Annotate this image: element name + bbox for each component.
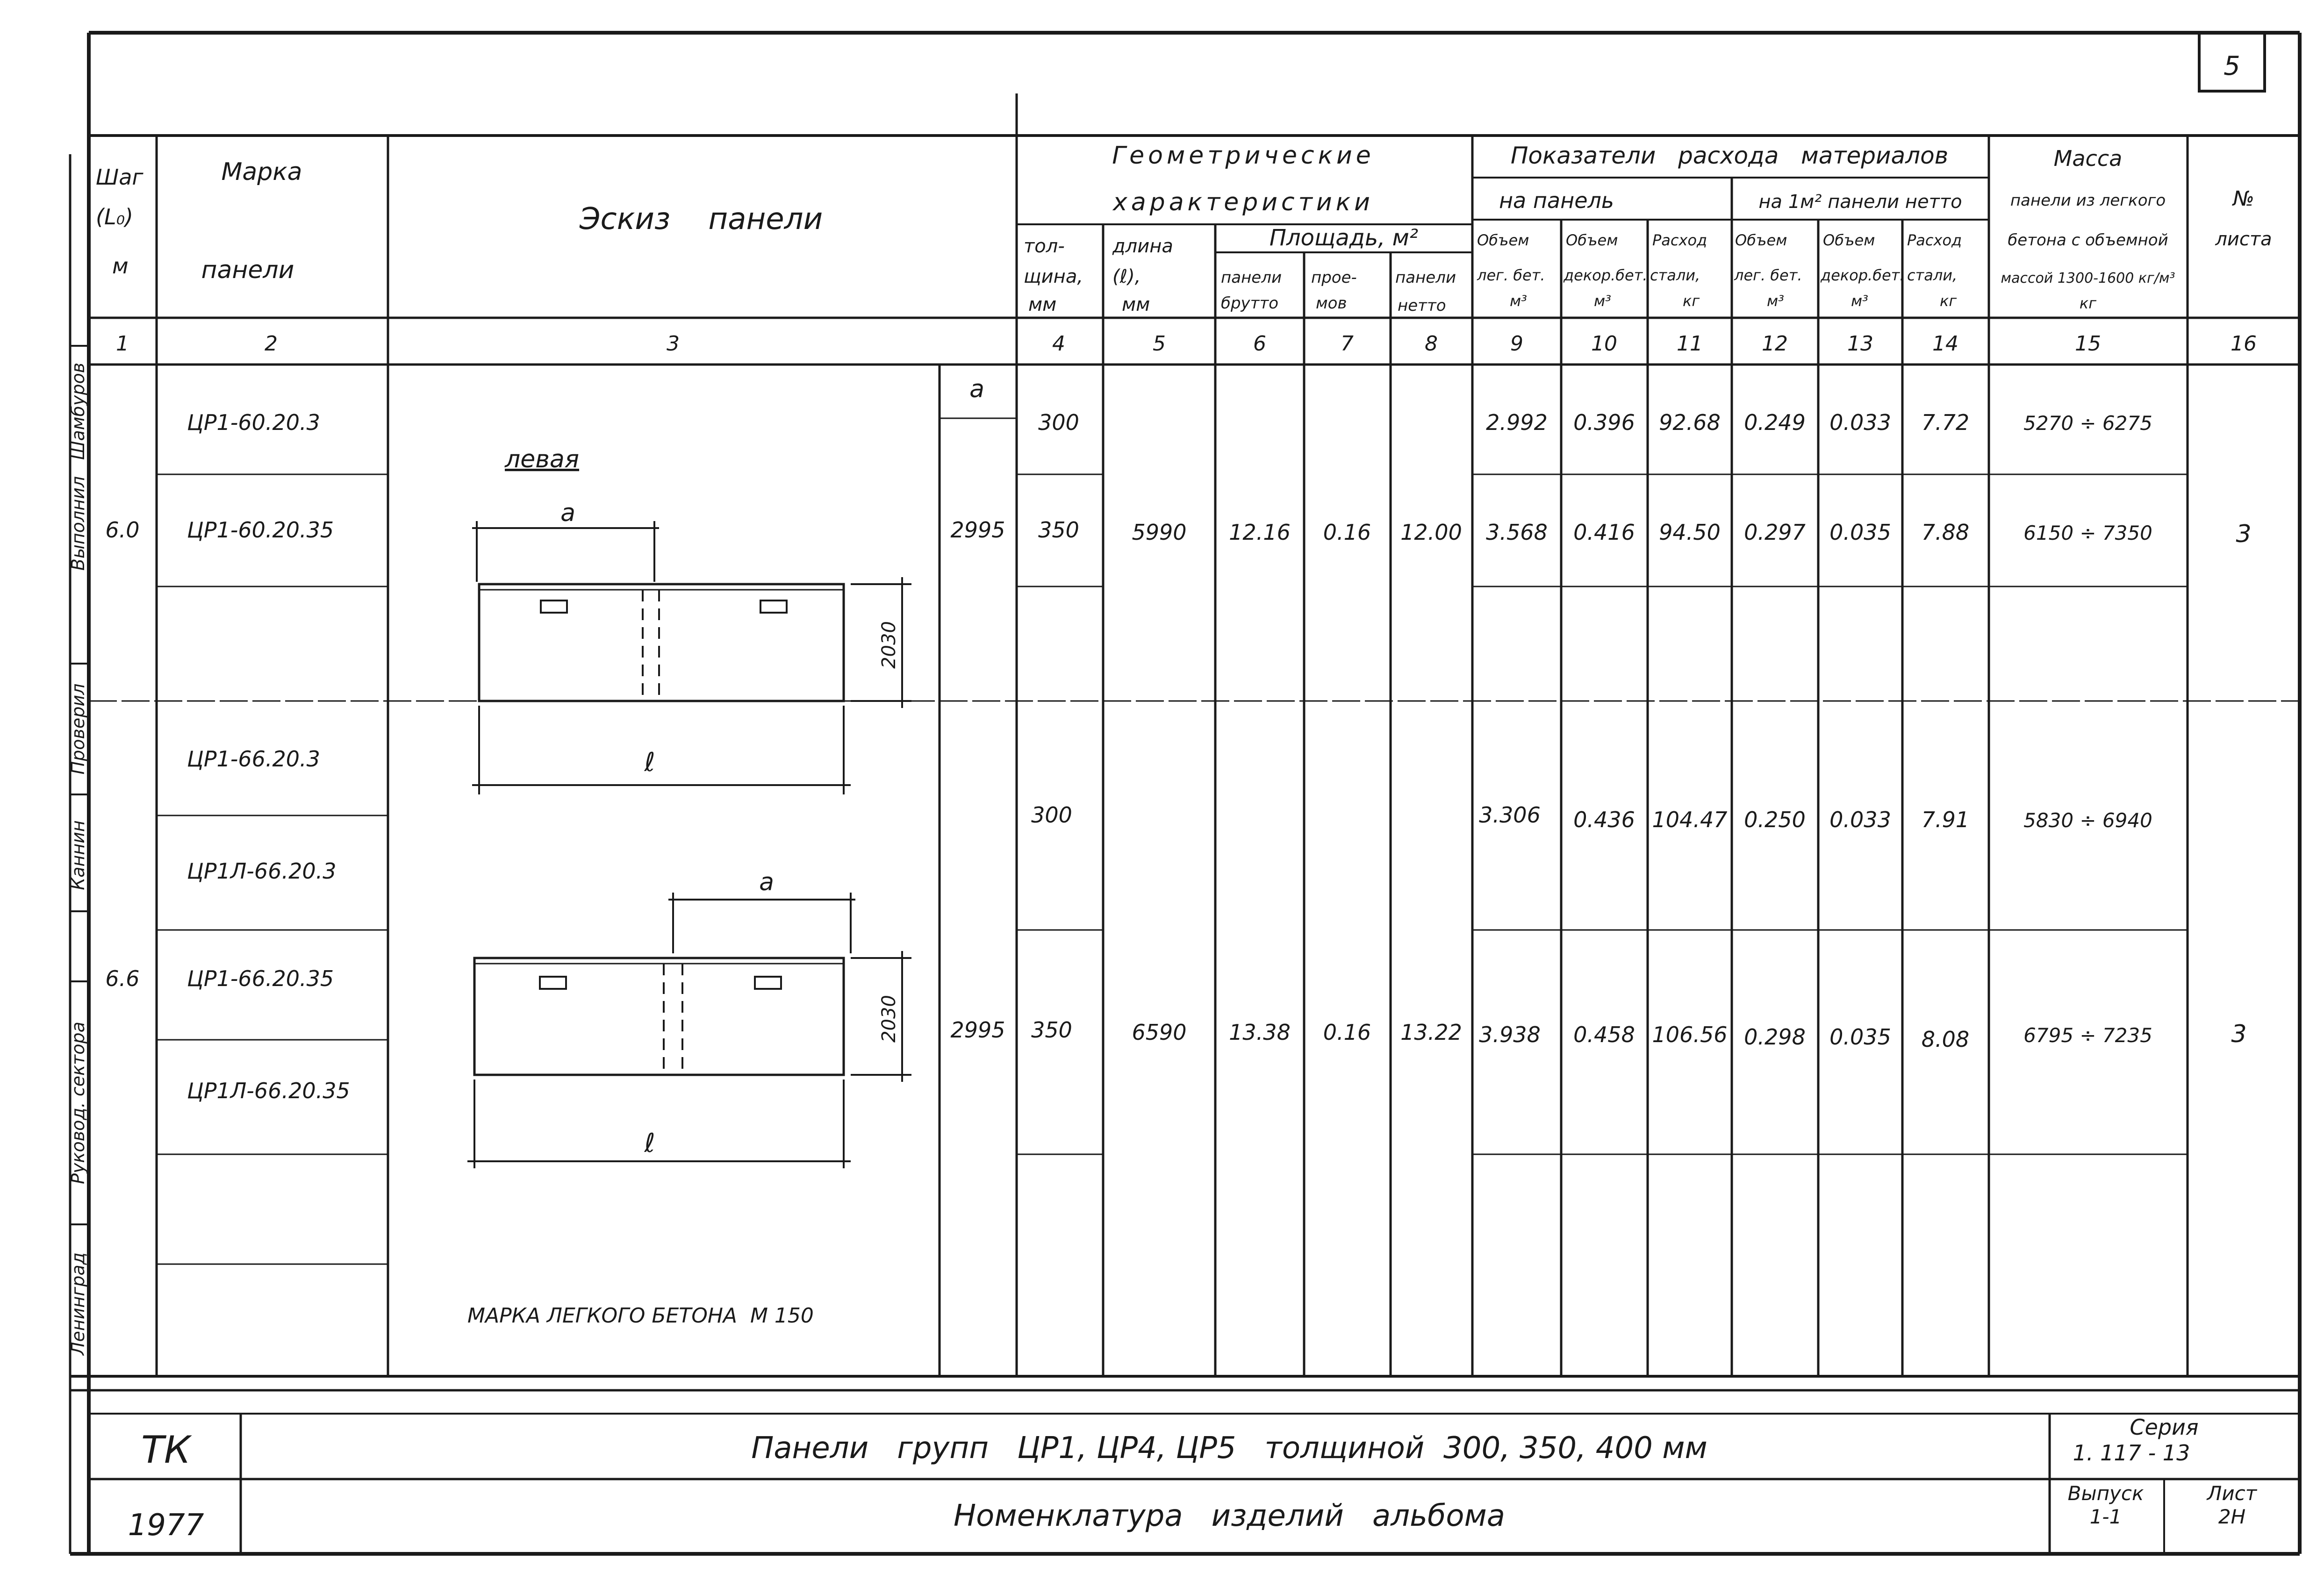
col9-h2: лег. бет. <box>1477 266 1545 284</box>
sketch-height-2: 2030 <box>878 995 900 1043</box>
series-value: 1. 117 - 13 <box>2073 1440 2190 1466</box>
vol-decor: 0.458 <box>1573 1022 1635 1047</box>
m2-vol-decor: 0.035 <box>1829 520 1891 545</box>
col10-h3: м³ <box>1594 292 1611 310</box>
header-area: Площадь, м² <box>1269 225 1419 251</box>
header-area-gross-1: панели <box>1221 268 1282 287</box>
area-openings: 0.16 <box>1323 1020 1371 1045</box>
table-header <box>96 142 2272 315</box>
m2-vol-light: 0.249 <box>1744 410 1806 435</box>
header-sheet-2: листа <box>2215 229 2272 250</box>
header-area-open-2: мов <box>1316 294 1347 313</box>
stamp-name-1: Каннин <box>68 820 88 890</box>
sketch-dim-l-2: ℓ <box>644 1128 655 1158</box>
row-lines <box>89 418 2300 1264</box>
header-step-3: м <box>112 253 129 279</box>
header-thickness-1: тол- <box>1024 236 1065 257</box>
colnum-3: 3 <box>667 332 680 356</box>
sheet-label: Лист <box>2207 1482 2257 1505</box>
area-net: 13.22 <box>1400 1020 1462 1045</box>
col11-h1: Расход <box>1652 231 1707 249</box>
vol-light: 2.992 <box>1486 410 1548 435</box>
panel-mark: ЦР1-66.20.35 <box>187 966 334 991</box>
panel-sketch <box>467 445 911 1328</box>
area-net: 12.00 <box>1400 520 1462 545</box>
sketch-height: 2030 <box>878 621 900 669</box>
m2-vol-light: 0.298 <box>1744 1024 1806 1050</box>
header-geometry-1: Геометрические <box>1112 142 1375 170</box>
col10-h2: декор.бет. <box>1564 266 1648 284</box>
header-mass-2: панели из легкого <box>2010 191 2166 210</box>
steel: 92.68 <box>1659 410 1721 435</box>
vol-decor: 0.436 <box>1573 807 1635 832</box>
steel: 104.47 <box>1652 807 1728 832</box>
colnum-14: 14 <box>1932 332 1958 356</box>
steel: 94.50 <box>1659 520 1721 545</box>
mass: 5270 ÷ 6275 <box>2023 412 2152 435</box>
stamp-name-2: Шамбуров <box>68 362 88 460</box>
mass: 6150 ÷ 7350 <box>2023 522 2152 544</box>
a-value: 2995 <box>950 1017 1005 1043</box>
m2-vol-decor: 0.033 <box>1829 410 1891 435</box>
sheet-ref: 3 <box>2236 520 2252 548</box>
col12-h2: лег. бет. <box>1734 266 1802 284</box>
stamp-executed: Выполнил <box>68 476 88 571</box>
length: 6590 <box>1132 1020 1187 1045</box>
panel-mark: ЦР1-66.20.3 <box>187 746 320 772</box>
vol-decor: 0.396 <box>1573 410 1635 435</box>
header-sheet-1: № <box>2233 187 2254 211</box>
header-length-1: длина <box>1112 236 1173 257</box>
sketch-dim-a: a <box>560 499 575 527</box>
colnum-15: 15 <box>2075 332 2101 356</box>
thickness: 300 <box>1038 410 1079 435</box>
vol-light: 3.568 <box>1486 520 1548 545</box>
header-length-3: мм <box>1122 294 1150 315</box>
header-area-gross-2: брутто <box>1221 294 1279 313</box>
m2-vol-decor: 0.033 <box>1829 807 1891 832</box>
header-area-open-1: прое- <box>1311 268 1357 287</box>
header-sketch: Эскиз панели <box>579 202 823 236</box>
sheet-ref: 3 <box>2231 1020 2247 1048</box>
area-openings: 0.16 <box>1323 520 1371 545</box>
col11-h2: стали, <box>1650 266 1700 284</box>
a-value: 2995 <box>950 517 1005 543</box>
mass: 5830 ÷ 6940 <box>2023 809 2152 832</box>
panel-mark: ЦР1Л-66.20.3 <box>187 858 337 884</box>
header-step-2: (L₀) <box>96 204 133 229</box>
col12-h3: м³ <box>1767 292 1784 310</box>
col14-h2: стали, <box>1907 266 1958 284</box>
issue-value: 1-1 <box>2089 1505 2122 1528</box>
stamp-checked: Проверил <box>68 683 88 775</box>
area-gross: 13.38 <box>1229 1020 1291 1045</box>
header-per-panel: на панель <box>1499 188 1614 213</box>
header-mass-3: бетона с объемной <box>2008 231 2168 250</box>
colnum-11: 11 <box>1677 332 1703 356</box>
header-mass-1: Масса <box>2053 146 2123 171</box>
header-geometry-2: характеристики <box>1113 188 1374 216</box>
table-grid <box>89 93 2300 1376</box>
panel-mark: ЦР1-60.20.3 <box>187 410 320 435</box>
m2-vol-light: 0.250 <box>1744 807 1806 832</box>
colnum-7: 7 <box>1341 332 1354 356</box>
colnum-2: 2 <box>265 332 278 356</box>
colnum-10: 10 <box>1591 332 1617 356</box>
colnum-8: 8 <box>1425 332 1438 356</box>
col12-h1: Объем <box>1735 231 1787 249</box>
header-area-net-1: панели <box>1395 268 1456 287</box>
length: 5990 <box>1132 520 1187 545</box>
vol-light: 3.938 <box>1479 1022 1541 1047</box>
group-6-6 <box>105 746 2246 1103</box>
colnum-1: 1 <box>116 332 129 356</box>
page-number: 5 <box>2224 51 2240 81</box>
col13-h2: декор.бет. <box>1821 266 1905 284</box>
concrete-note: МАРКА ЛЕГКОГО БЕТОНА М 150 <box>467 1304 814 1328</box>
stamp-sector-head: Руковод. сектора <box>68 1022 88 1184</box>
header-step-1: Шаг <box>96 164 143 190</box>
a-label: a <box>969 375 984 403</box>
sketch-dim-a-2: a <box>759 868 774 896</box>
col13-h1: Объем <box>1823 231 1875 249</box>
issue-label: Выпуск <box>2067 1482 2144 1505</box>
column-numbers <box>116 332 2257 356</box>
series-label: Серия <box>2130 1415 2199 1440</box>
colnum-9: 9 <box>1510 332 1523 356</box>
header-length-2: (ℓ), <box>1112 266 1141 287</box>
col10-h1: Объем <box>1566 231 1618 249</box>
header-area-net-2: нетто <box>1398 296 1446 315</box>
col14-h1: Расход <box>1907 231 1962 249</box>
header-per-m2: на 1м² панели нетто <box>1758 191 1962 213</box>
m2-steel: 8.08 <box>1921 1027 1970 1052</box>
sketch-dim-l: ℓ <box>644 747 655 778</box>
header-mark-1: Марка <box>221 158 302 186</box>
header-materials: Показатели расхода материалов <box>1510 142 1949 169</box>
m2-vol-decor: 0.035 <box>1829 1024 1891 1050</box>
colnum-13: 13 <box>1847 332 1873 356</box>
header-thickness-3: мм <box>1028 294 1057 315</box>
m2-steel: 7.72 <box>1921 410 1970 435</box>
colnum-4: 4 <box>1052 332 1065 356</box>
thickness: 300 <box>1031 802 1072 828</box>
colnum-16: 16 <box>2231 332 2257 356</box>
org-code: ТК <box>141 1428 191 1472</box>
colnum-12: 12 <box>1762 332 1788 356</box>
group-6-0 <box>105 375 2251 548</box>
mass: 6795 ÷ 7235 <box>2023 1024 2152 1047</box>
header-mass-4: массой 1300-1600 кг/м³ <box>2001 270 2175 286</box>
steel: 106.56 <box>1652 1022 1728 1047</box>
header-mark-2: панели <box>201 256 294 284</box>
vol-decor: 0.416 <box>1573 520 1635 545</box>
col9-h1: Объем <box>1477 231 1529 249</box>
m2-vol-light: 0.297 <box>1744 520 1806 545</box>
header-thickness-2: щина, <box>1024 266 1083 287</box>
sketch-panel-1 <box>472 521 911 794</box>
panel-mark: ЦР1-60.20.35 <box>187 517 334 543</box>
year: 1977 <box>128 1508 204 1543</box>
col9-h3: м³ <box>1510 292 1527 310</box>
stamp-city: Ленинград <box>68 1252 88 1355</box>
step-value: 6.6 <box>105 966 140 991</box>
header-mass-5: кг <box>2079 294 2097 312</box>
step-value: 6.0 <box>105 517 140 543</box>
col11-h3: кг <box>1683 292 1700 310</box>
sketch-panel-2 <box>467 893 911 1168</box>
col14-h3: кг <box>1940 292 1957 310</box>
sketch-left-label: левая <box>505 445 580 473</box>
col13-h3: м³ <box>1851 292 1868 310</box>
drawing-subtitle: Номенклатура изделий альбома <box>954 1499 1505 1533</box>
frame <box>70 33 2300 1554</box>
m2-steel: 7.91 <box>1921 807 1970 832</box>
sheet-value: 2Н <box>2218 1505 2246 1528</box>
vol-light: 3.306 <box>1479 802 1541 828</box>
m2-steel: 7.88 <box>1921 520 1970 545</box>
area-gross: 12.16 <box>1229 520 1291 545</box>
colnum-6: 6 <box>1253 332 1266 356</box>
thickness: 350 <box>1031 1017 1072 1043</box>
thickness: 350 <box>1038 517 1079 543</box>
panel-mark: ЦР1Л-66.20.35 <box>187 1078 350 1103</box>
colnum-5: 5 <box>1153 332 1166 356</box>
drawing-title: Панели групп ЦР1, ЦР4, ЦР5 толщиной 300, 350, 400 мм <box>751 1431 1707 1466</box>
